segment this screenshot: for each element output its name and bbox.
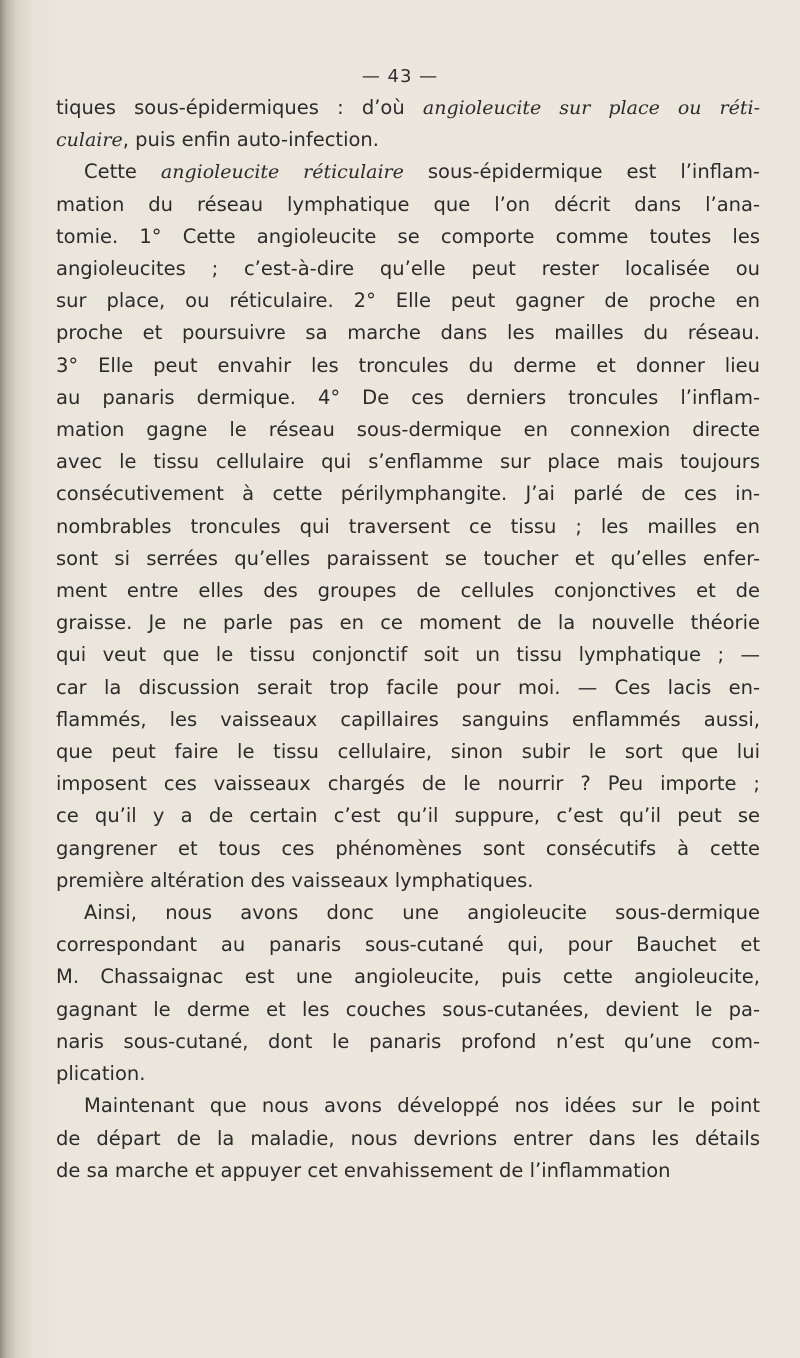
text-segment: tomie. 1° Cette angioleucite se comporte comme toutes les xyxy=(56,224,760,248)
text-line xyxy=(56,511,760,543)
text-line xyxy=(56,189,760,221)
text-segment: correspondant au panaris sous-cutané qui, pour Bauchet et xyxy=(56,933,760,957)
text-line xyxy=(56,446,760,478)
italic-text: angioleucite sur place ou réti- xyxy=(422,97,761,119)
text-segment: nombrables troncules qui traversent ce tissu ; les mailles en xyxy=(56,514,760,538)
text-line xyxy=(56,865,760,897)
text-line xyxy=(56,285,760,317)
text-line xyxy=(56,1058,760,1090)
text-line xyxy=(56,543,760,575)
text-segment: ment entre elles des groupes de cellules conjonctives et de xyxy=(56,579,760,603)
text-line xyxy=(56,317,760,349)
text-segment: gangrener et tous ces phénomènes sont consécutifs à cette xyxy=(56,836,760,860)
text-segment: Ainsi, nous avons donc une angioleucite sous-dermique xyxy=(84,901,760,925)
text-line xyxy=(56,961,760,993)
text-line xyxy=(56,478,760,510)
text-segment: Maintenant que nous avons développé nos idées sur le point xyxy=(84,1094,760,1118)
text-line xyxy=(56,1155,760,1187)
text-segment: proche et poursuivre sa marche dans les mailles du réseau. xyxy=(56,321,760,345)
text-line xyxy=(56,156,760,188)
italic-text: angioleucite réticulaire xyxy=(160,161,404,184)
text-segment: première altération des vaisseaux lymphatiques. xyxy=(56,868,534,892)
page-number: — 43 — xyxy=(361,66,439,87)
text-segment: que peut faire le tissu cellulaire, sinon subir le sort que lui xyxy=(56,740,760,764)
text-line xyxy=(56,994,760,1026)
text-line xyxy=(56,382,760,414)
text-segment: imposent ces vaisseaux chargés de le nourrir ? Peu importe ; xyxy=(56,772,760,796)
text-line xyxy=(56,414,760,446)
text-segment: gagnant le derme et les couches sous-cutanées, devient le pa- xyxy=(56,997,760,1021)
text-segment: plication. xyxy=(56,1062,146,1086)
text-line xyxy=(56,833,760,865)
text-segment: au panaris dermique. 4° De ces derniers troncules l’inflam- xyxy=(56,385,760,409)
text-line xyxy=(56,124,760,156)
text-line xyxy=(56,350,760,382)
text-segment: tiques sous-épidermiques : d’où xyxy=(56,96,423,119)
body-text xyxy=(56,92,760,1187)
text-segment: M. Chassaignac est une angioleucite, puis cette angioleucite, xyxy=(56,965,760,989)
text-line xyxy=(56,92,760,124)
text-line xyxy=(56,1090,760,1122)
text-segment: Cette xyxy=(84,160,161,184)
text-segment: sont si serrées qu’elles paraissent se toucher et qu’elles enfer- xyxy=(56,546,760,570)
text-line xyxy=(56,639,760,671)
text-line xyxy=(56,897,760,929)
text-segment: de sa marche et appuyer cet envahissement de l’inflammation xyxy=(56,1158,671,1182)
text-line xyxy=(56,736,760,768)
text-line xyxy=(56,929,760,961)
text-segment: flammés, les vaisseaux capillaires sanguins enflammés aussi, xyxy=(56,707,760,731)
text-segment: ce qu’il y a de certain c’est qu’il suppure, c’est qu’il peut se xyxy=(56,804,760,828)
text-segment: mation du réseau lymphatique que l’on décrit dans l’ana- xyxy=(56,192,760,216)
text-segment: naris sous-cutané, dont le panaris profond n’est qu’une com- xyxy=(56,1029,760,1053)
text-line xyxy=(56,575,760,607)
text-line xyxy=(56,221,760,253)
text-line xyxy=(56,1026,760,1058)
text-segment: consécutivement à cette périlymphangite. J’ai parlé de ces in- xyxy=(56,482,760,506)
text-line xyxy=(56,800,760,832)
text-segment: , puis enfin auto-infection. xyxy=(122,128,379,152)
text-segment: mation gagne le réseau sous-dermique en connexion directe xyxy=(56,418,760,442)
text-segment: sur place, ou réticulaire. 2° Elle peut gagner de proche en xyxy=(56,289,760,313)
text-segment: 3° Elle peut envahir les troncules du derme et donner lieu xyxy=(56,353,760,377)
text-segment: de départ de la maladie, nous devrions entrer dans les détails xyxy=(56,1126,760,1150)
text-segment: avec le tissu cellulaire qui s’enflamme sur place mais toujours xyxy=(56,450,760,474)
text-segment: car la discussion serait trop facile pour moi. — Ces lacis en- xyxy=(56,675,760,699)
text-line xyxy=(56,1123,760,1155)
text-segment: qui veut que le tissu conjonctif soit un tissu lymphatique ; — xyxy=(56,643,760,667)
text-line xyxy=(56,704,760,736)
text-line xyxy=(56,768,760,800)
text-line xyxy=(56,672,760,704)
text-line xyxy=(56,253,760,285)
text-segment: graisse. Je ne parle pas en ce moment de la nouvelle théorie xyxy=(56,611,760,635)
italic-text: culaire xyxy=(56,129,123,152)
text-segment: sous-épidermique est l’inflam- xyxy=(403,160,760,184)
text-line xyxy=(56,607,760,639)
text-segment: angioleucites ; c’est-à-dire qu’elle peut rester localisée ou xyxy=(56,257,760,281)
